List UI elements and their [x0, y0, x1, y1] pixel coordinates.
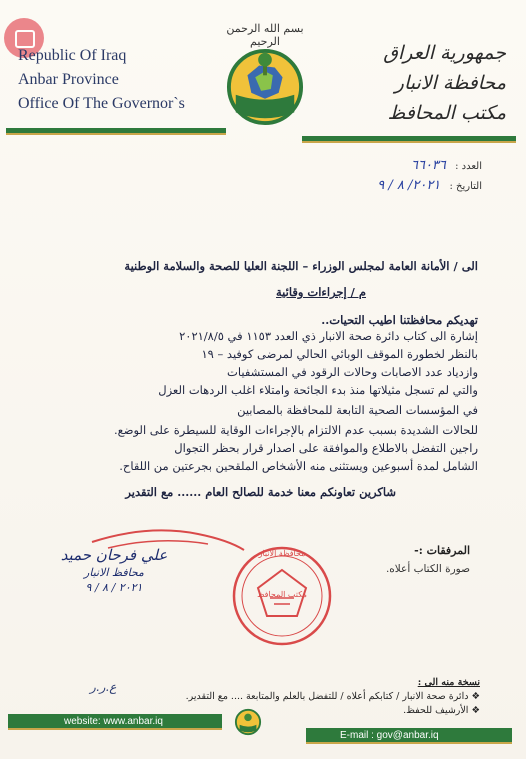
closing-line: شاكرين تعاونكم معنا خدمة للصالح العام ...... مع التقدير [125, 485, 396, 499]
body-line-2: بالنظر لخطورة الموقف الوبائي الحالي لمرضى كوفيد – ١٩ [201, 347, 478, 361]
reference-date-value: ٢٠٢١/ ٨ / ٩ [377, 178, 441, 193]
header-en-office: Office Of The Governor`s [18, 95, 185, 112]
signatory-title: محافظ الانبار [84, 566, 144, 579]
body-line-8: الشامل لمدة أسبوعين ويستثنى منه الأشخاص الملقحين بجرعتين من اللقاح. [119, 459, 478, 473]
reference-number [411, 158, 482, 173]
reference-number-label: العدد : [455, 161, 482, 172]
stamp-outer-text: محافظة الانبار [258, 549, 306, 558]
stamp-inner-text: مكتب المحافظ [257, 590, 307, 599]
signatory-name: علي فرحان حميد [60, 546, 168, 564]
body-line-4: والتي لم تسجل مثيلاتها منذ بدء الجائحة وامتلاء اغلب الردهات العزل [158, 383, 478, 397]
body-line-3: وازدياد عدد الاصابات وحالات الرقود في المستشفيات [227, 365, 478, 379]
greeting-line: تهديكم محافظتنا اطيب التحيات.. [321, 313, 478, 327]
copies-item-1: ❖ دائرة صحة الانبار / كتابكم أعلاه / للتفضل بالعلم والمتابعة .... مع التقدير. [185, 691, 480, 702]
copies-label: نسخة منه الى : [417, 677, 480, 688]
header-en-province: Anbar Province [18, 71, 119, 88]
signature-date: ٢٠٢١ / ٨ / ٩ [85, 581, 143, 594]
signature-block [54, 546, 174, 594]
attachments-label: المرفقات :- [414, 544, 470, 557]
body-line-7: راجين التفضل بالاطلاع والموافقة على اصدار قرار بحظر التجوال [174, 441, 478, 455]
footer-email[interactable]: E-mail : gov@anbar.iq [306, 728, 512, 744]
header-arabic [336, 38, 506, 128]
reference-date-label: التاريخ : [449, 181, 482, 192]
header-en-country: Republic Of Iraq [18, 47, 127, 64]
anbar-emblem-icon [226, 48, 304, 126]
header-ar-province: محافظة الانبار [394, 72, 506, 94]
copies-item-2: ❖ الأرشيف للحفظ. [403, 705, 480, 716]
body-line-5: في المؤسسات الصحية التابعة للمحافظة بالمصابين [237, 403, 478, 417]
reference-date [377, 178, 482, 193]
copies-block [160, 676, 480, 718]
footer-website[interactable]: website: www.anbar.iq [8, 714, 222, 730]
footer-emblem-icon [234, 708, 262, 736]
body-line-6: للحالات الشديدة بسبب عدم الالتزام بالإجراءات الوقاية للسيطرة على الوضع. [113, 423, 478, 437]
header-rule-right [302, 136, 516, 143]
header-english [18, 44, 208, 116]
addressee-line: الى / الأمانة العامة لمجلس الوزراء – اللجنة العليا للصحة والسلامة الوطنية [124, 259, 478, 273]
header-rule-left [6, 128, 226, 135]
body-line-1: إشارة الى كتاب دائرة صحة الانبار ذي العدد ١١٥٣ في ٢٠٢١/٨/٥ [179, 329, 478, 343]
typist-initials: ع.ر.ر [90, 680, 117, 694]
subject-line: م / إجراءات وقائية [276, 285, 366, 299]
header-ar-country: جمهورية العراق [383, 42, 506, 64]
attachments-block [320, 544, 470, 575]
basmala-text: بسم الله الرحمن الرحيم [226, 22, 304, 48]
reference-number-value: ٦٦٠٣٦ [410, 158, 446, 173]
header-ar-office: مكتب المحافظ [387, 102, 506, 124]
attachments-item: صورة الكتاب أعلاه. [385, 563, 470, 575]
